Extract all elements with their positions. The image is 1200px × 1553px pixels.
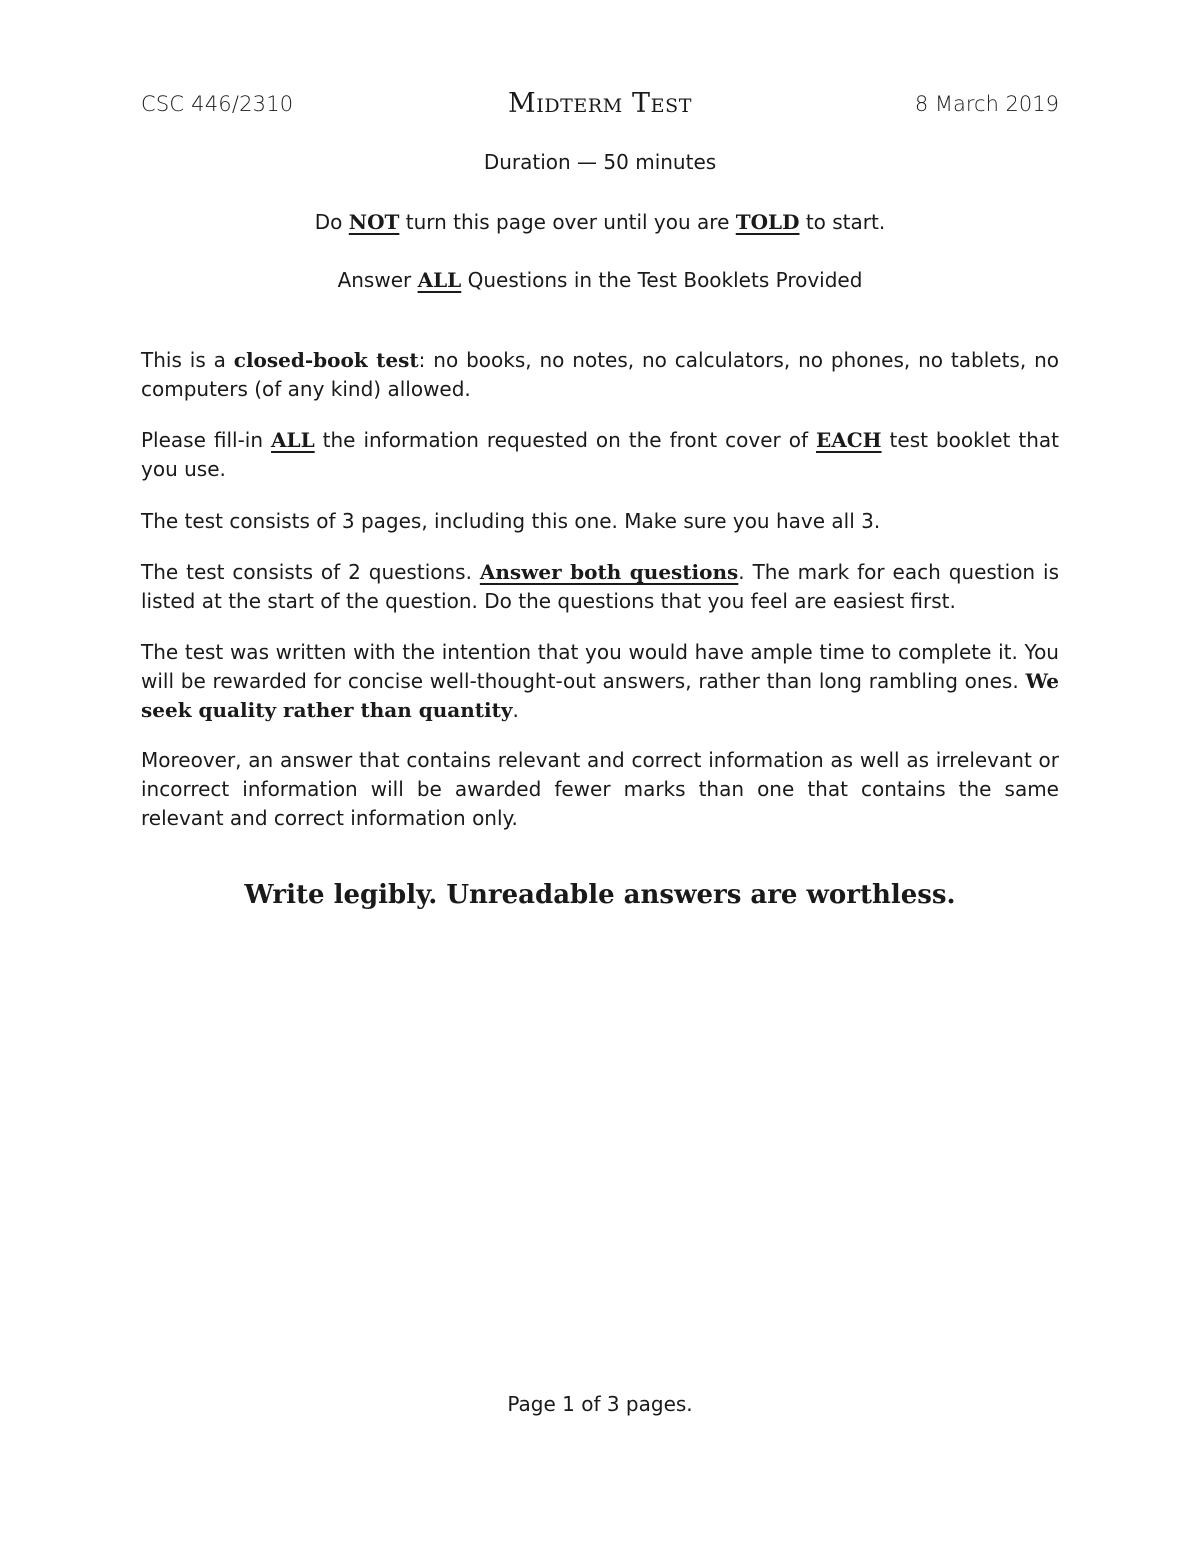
page-header	[141, 88, 1059, 128]
notice2-text-a: Answer	[337, 268, 418, 292]
do-not-turn-notice	[141, 210, 1059, 234]
p4-text-c: . The mark for each question is listed at the start of the question. Do the questions that you feel are easiest first.	[141, 560, 1060, 613]
p5-text-c: .	[512, 698, 519, 722]
p2-text-a: Please fill-in	[141, 428, 272, 452]
page-footer: Page 1 of 3 pages.	[507, 1392, 693, 1416]
notice1-text-e: to start.	[799, 210, 886, 234]
p4-text-a: The test consists of 2 questions.	[141, 560, 480, 584]
notice1-text-c: turn this page over until you are	[399, 210, 736, 234]
instruction-fill-in	[141, 426, 1059, 484]
p5-text-a: The test was written with the intention that you would have ample time to complete it. You will be rewarded for concise well-thought-out answers, rather than long rambling ones.	[141, 640, 1059, 693]
course-code: CSC 446/2310	[141, 92, 294, 116]
notice2-text-c: Questions in the Test Booklets Provided	[461, 268, 863, 292]
exam-date: 8 March 2019	[914, 92, 1059, 116]
notice1-text-a: Do	[314, 210, 349, 234]
instruction-quality	[141, 638, 1059, 725]
p1-text-c: : no books, no notes, no calculators, no phones, no tablets, no computers (of any kind) allowed.	[141, 348, 1059, 401]
notice1-emph-told: TOLD	[735, 210, 800, 234]
p2-emph-all: ALL	[271, 428, 315, 452]
p2-emph-each: EACH	[815, 428, 882, 452]
p4-emph: Answer both questions	[479, 560, 739, 584]
answer-all-notice	[141, 268, 1059, 292]
p1-text-a: This is a	[141, 348, 234, 372]
instruction-relevance: Moreover, an answer that contains relevant and correct information as well as irrelevant or incorrect information will be awarded fewer marks than one that contains the same relevant and correct information only.	[141, 748, 1059, 830]
instruction-closed-book	[141, 346, 1059, 404]
p5-emph: We seek quality rather than quantity	[141, 669, 1059, 722]
p1-emph: closed-book test	[233, 348, 419, 372]
instruction-question-count	[141, 558, 1059, 616]
notice2-emph-all: ALL	[417, 268, 462, 292]
notice1-emph-not: NOT	[348, 210, 400, 234]
p2-text-c: the information requested on the front cover of	[314, 428, 816, 452]
page-title: Midterm Test	[507, 88, 693, 119]
legibility-warning: Write legibly. Unreadable answers are worthless.	[244, 880, 956, 910]
instruction-page-count: The test consists of 3 pages, including this one. Make sure you have all 3.	[141, 509, 881, 533]
duration-line: Duration — 50 minutes	[483, 150, 717, 174]
p2-text-e: test booklet that you use.	[141, 428, 1059, 481]
